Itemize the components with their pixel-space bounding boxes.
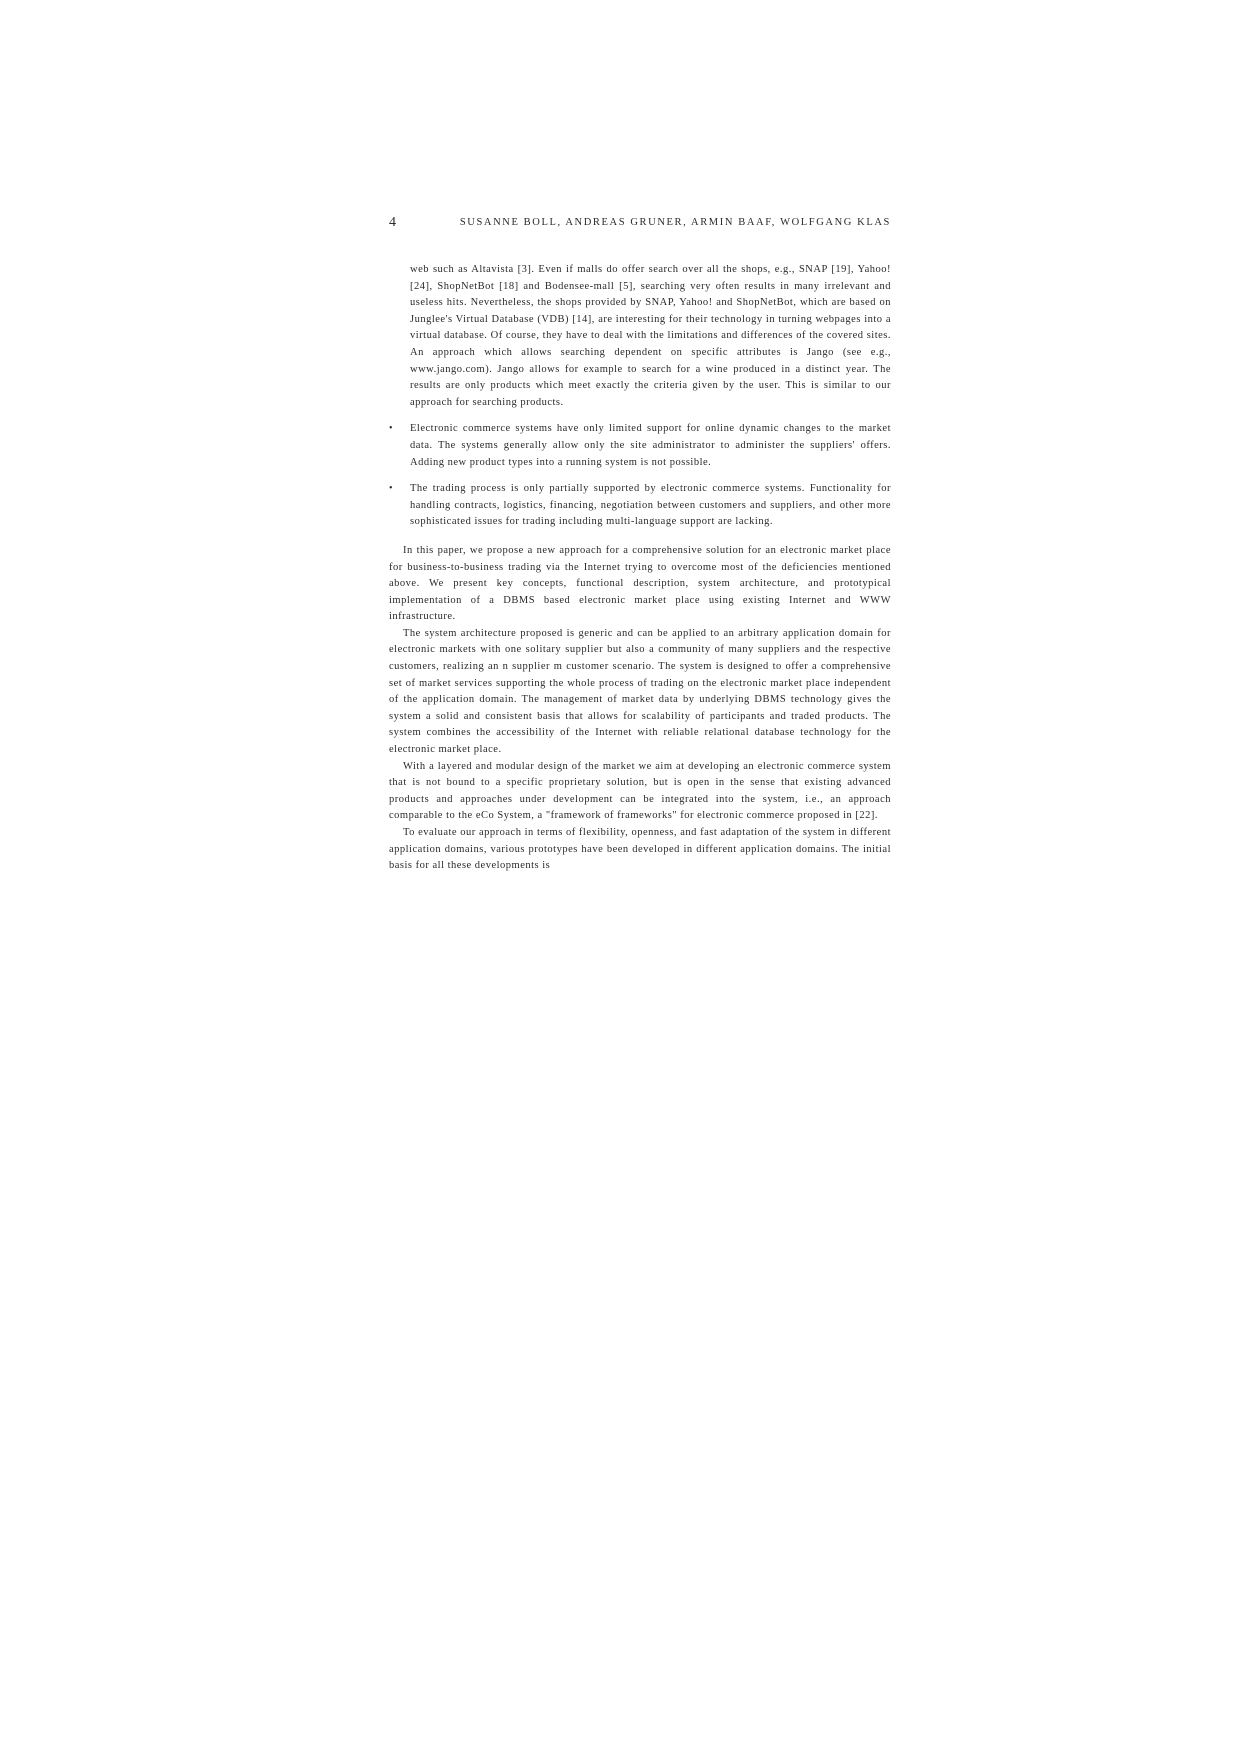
bullet-item — [389, 421, 891, 471]
continued-paragraph: web such as Altavista [3]. Even if malls do offer search over all the shops, e.g., SNAP [19], Yahoo! [24], ShopNetBot [18] and Bodensee-mall [5], searching very often results in many irrelevant and useless hits. Nevertheless, the shops provided by SNAP, Yahoo! and ShopNetBot, which are based on Junglee's Virtual Database (VDB) [14], are interesting for their technology in turning webpages into a virtual database. Of course, they have to deal with the limitations and differences of the covered sites. An approach which allows searching dependent on specific attributes is Jango (see e.g., www.jango.com). Jango allows for example to search for a wine produced in a distinct year. The results are only products which meet exactly the criteria given by the user. This is similar to our approach for searching products. — [410, 264, 891, 408]
bullet-list — [389, 421, 891, 531]
bullet-icon: • — [389, 483, 393, 495]
paragraph: With a layered and modular design of the market we aim at developing an electronic commerce system that is not bound to a specific proprietary solution, but is open in the sense that existing advanced products and approaches under development can be integrated into the system, i.e., an approach comparable to the eCo System, a "framework of frameworks" for electronic commerce proposed in [22]. — [389, 760, 891, 822]
bullet-item — [389, 481, 891, 531]
paragraph: The system architecture proposed is generic and can be applied to an arbitrary application domain for electronic markets with one solitary supplier but also a community of many suppliers and the respective customers, realizing an n supplier m customer scenario. The system is designed to offer a comprehensive set of market services supporting the whole process of trading on the electronic market place independent of the application domain. The management of market data by underlying DBMS technology gives the system a solid and consistent basis that allows for scalability of participants and traded products. The system combines the accessibility of the Internet with reliable relational database technology for the electronic market place. — [389, 627, 891, 756]
paragraph: To evaluate our approach in terms of flexibility, openness, and fast adaptation of the system in different application domains, various prototypes have been developed in different application domains. The initial basis for all these developments is — [389, 827, 891, 872]
paragraph: In this paper, we propose a new approach for a comprehensive solution for an electronic market place for business-to-business trading via the Internet trying to overcome most of the deficiencies mentioned above. We present key concepts, functional description, system architecture, and prototypical implementation of a DBMS based electronic market place using existing Internet and WWW infrastructure. — [389, 544, 891, 623]
running-head: SUSANNE BOLL, ANDREAS GRUNER, ARMIN BAAF, WOLFGANG KLAS — [459, 217, 891, 228]
bullet-text: Electronic commerce systems have only limited support for online dynamic changes to the market data. The systems generally allow only the site administrator to administer the suppliers' offers. Adding new product types into a running system is not possible. — [410, 423, 891, 468]
page-number: 4 — [389, 215, 396, 230]
page-header — [389, 215, 891, 235]
bullet-text: The trading process is only partially supported by electronic commerce systems. Functionality for handling contracts, logistics, financing, negotiation between customers and suppliers, and other more sophisticated issues for trading including multi-language support are lacking. — [410, 483, 891, 528]
bullet-icon: • — [389, 423, 393, 435]
body-text — [389, 262, 891, 875]
